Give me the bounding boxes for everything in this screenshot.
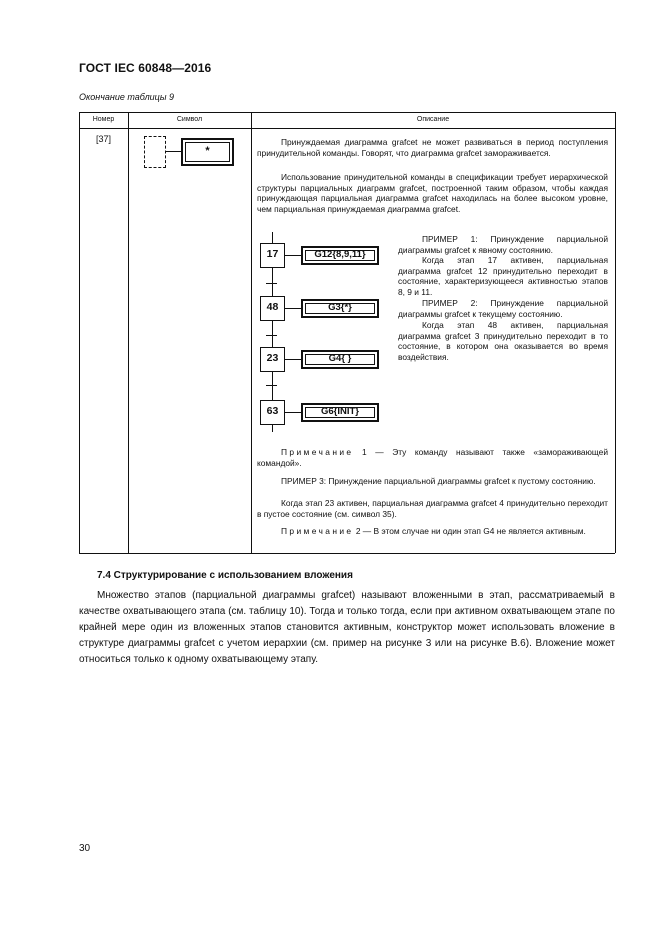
note-2	[257, 526, 608, 537]
example-1-body: Когда этап 17 активен, парциальная диаграмма grafcet 12 принудительно переходит в состояние, характеризующееся активностью этапов 8, 9 и 11.	[398, 255, 608, 297]
document-header: ГОСТ IEC 60848—2016	[79, 61, 212, 75]
table-caption: Окончание таблицы 9	[79, 92, 174, 102]
symbol-asterisk: *	[205, 145, 210, 157]
action-box-g3: G3{*}	[301, 299, 379, 318]
example-3-title: ПРИМЕР 3: Принуждение парциальной диаграммы grafcet к пустому состоянию.	[281, 476, 596, 486]
section-title: 7.4 Структурирование с использованием вложения	[97, 570, 353, 581]
header-symbol: Символ	[176, 116, 203, 123]
step-box-63: 63	[260, 400, 285, 425]
table-col-divider-2	[251, 112, 252, 553]
example-2-title: ПРИМЕР 2: Принуждение парциальной диаграммы grafcet к текущему состоянию.	[398, 298, 608, 319]
transition-tick	[266, 335, 277, 336]
table-right-border	[615, 112, 616, 553]
example-2-body: Когда этап 48 активен, парциальная диаграмма grafcet 3 принудительно переходит в то состояние, в котором она оказывается во время воздействия.	[398, 320, 608, 362]
action-link	[285, 308, 301, 309]
note-2-text: 2 — В этом случае ни один этап G4 не является активным.	[355, 526, 586, 536]
page-number: 30	[79, 843, 91, 854]
example-1-title: ПРИМЕР 1: Принуждение парциальной диаграммы grafcet к явному состоянию.	[398, 234, 608, 255]
note-1-text: 1 — Эту команду называют также «замораживающей командой».	[257, 447, 608, 468]
transition-tick	[266, 385, 277, 386]
transition-tick	[266, 283, 277, 284]
step-box-17: 17	[260, 243, 285, 268]
action-link	[285, 412, 301, 413]
action-link	[285, 359, 301, 360]
step-box-23: 23	[260, 347, 285, 372]
action-link	[285, 255, 301, 256]
note-1-label: Примечание	[281, 447, 354, 457]
table-left-border	[79, 112, 80, 553]
step-box-48: 48	[260, 296, 285, 321]
note-2-label: Примечание	[281, 526, 354, 536]
action-box-g12: G12{8,9,11}	[301, 246, 379, 265]
symbol-link-line	[166, 151, 181, 152]
table-bottom-border	[79, 553, 615, 554]
table-header-border	[79, 128, 615, 129]
description-paragraph-1: Принуждаемая диаграмма grafcet не может развиваться в период поступления принудительной команды. Говорят, что диаграмма grafcet замораживается.	[257, 137, 608, 158]
header-number: Номер	[92, 116, 115, 123]
symbol-dashed-step	[144, 136, 166, 168]
note-1	[257, 447, 608, 468]
section-body: Множество этапов (парциальной диаграммы grafcet) называют вложенными в этап, рассматриваемый в качестве охватывающего этапа (см. таблицу 10). Тогда и только тогда, если при активном охватывающем этапе по крайней мере один из вложенных этапов становится активным, конструктор может использовать вложение в структуре диаграммы grafcet с учетом иерархии (см. пример на рисунке 3 или на рисунке В.6). Вложение может относиться только к одному охватывающему этапу.	[79, 590, 615, 665]
example-3-body: Когда этап 23 активен, парциальная диаграмма grafcet 4 принудительно переходит в пустое состояние (см. символ 35).	[257, 498, 608, 519]
description-paragraph-2: Использование принудительной команды в спецификации требует иерархической структуры парциальных диаграмм grafcet, построенной таким образом, чтобы каждая принуждающая парциальная диаграмма grafcet находилась на более высоком уровне, чем парциальная принуждаемая диаграмма grafcet.	[257, 172, 608, 214]
action-box-g6: G6{INIT}	[301, 403, 379, 422]
action-box-g4: G4{ }	[301, 350, 379, 369]
table-col-divider-1	[128, 112, 129, 553]
header-description: Описание	[416, 116, 450, 123]
symbol-forcing-action	[181, 138, 234, 166]
row-number: [37]	[95, 134, 111, 144]
